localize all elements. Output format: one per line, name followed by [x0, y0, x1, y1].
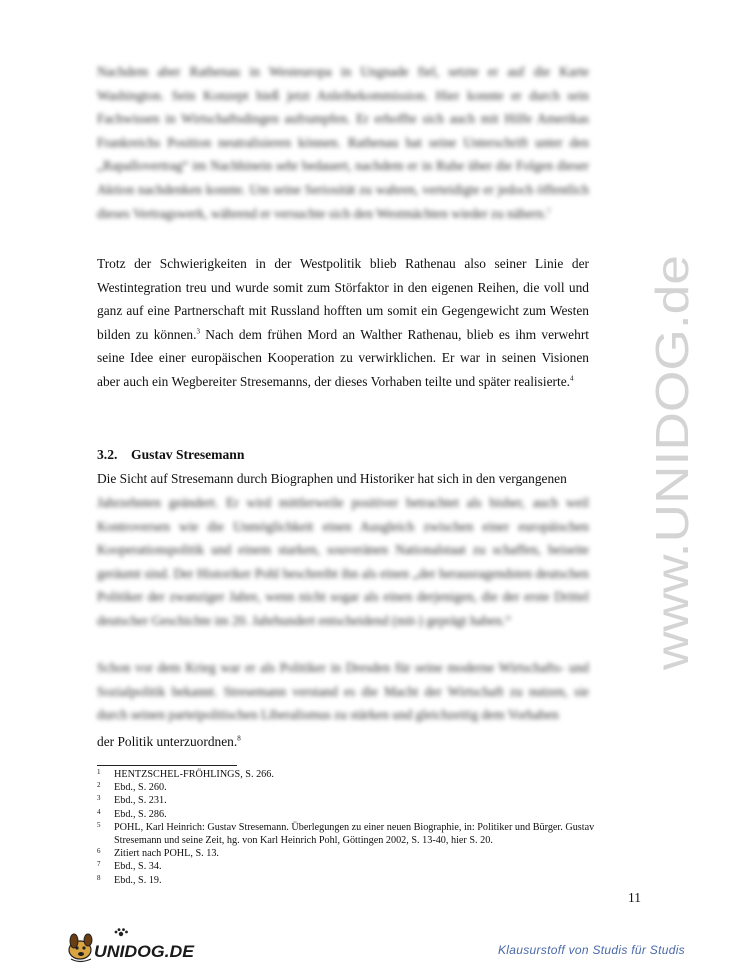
tagline: Klausurstoff von Studis für Studis: [498, 943, 685, 957]
paw-icon: [115, 928, 128, 936]
dog-icon: [69, 934, 92, 962]
paragraph-text-b: Nach dem frühen Mord an Walther Rathenau, blieb es ihm verwehrt seine Idee einer europäischen Kooperation zu verwirklichen. Er war in seinen Visionen aber auch ein Wegbereiter Stresemanns, der dieses Vorhaben teilte und später realisierte.: [97, 326, 589, 389]
footnote-item: [97, 768, 597, 781]
footnote-item: [97, 821, 597, 847]
footnote-list: [97, 768, 597, 887]
section-heading: [97, 447, 244, 463]
footnote-text: Zitiert nach POHL, S. 13.: [114, 848, 219, 860]
paragraph-text: Schon vor dem Krieg war er als Politiker in Dresden für seine moderne Wirtschafts- und Sozialpolitik bekannt. Stresemann verstand es die Macht der Wirtschaft zu nutzen, sie durch seinen parteipolitischen Liberalismus zu stärken und gleichzeitig dem Vorhaben: [97, 660, 589, 723]
footnote-number: 5: [97, 820, 101, 829]
paragraph-stresemann-first-line: [97, 467, 589, 491]
footnote-text: HENTZSCHEL-FRÖHLINGS, S. 266.: [114, 769, 274, 780]
unidog-logo: [66, 928, 198, 964]
footnote-ref: 3: [196, 327, 200, 336]
footnote-text: Ebd., S. 231.: [114, 795, 167, 807]
footnote-item: [97, 860, 597, 873]
logo-svg: [66, 928, 198, 964]
page-number: 11: [628, 890, 641, 905]
footnote-text: Ebd., S. 34.: [114, 861, 162, 873]
footnote-number: 4: [97, 807, 101, 816]
blurred-paragraph-1: [97, 60, 589, 225]
watermark-text: www.UNIDOG.de: [646, 312, 698, 670]
section-title: Gustav Stresemann: [131, 447, 245, 462]
footnote-number: 7: [97, 860, 101, 869]
footnote-number: 1: [97, 768, 101, 776]
footnote-ref: 4: [570, 374, 574, 383]
footnote-ref: 8: [237, 734, 241, 743]
paragraph-text: Jahrzehnten geändert. Er wird mittlerweile positiver betrachtet als bisher, auch weil Kontroversen wie die Unmöglichkeit einen Ausgleich zwischen einer europäischen Kooperationspolitik und einem starken, souveränen Nationalstaat zu schaffen, beiseite geräumt sind. Der Historiker Pohl beschreibt ihn als einen „der herausragendsten deutschen Politiker der zwanziger Jahre, wenn nicht sogar als einen derjenigen, die der erste Drittel deutscher Geschichte im 20. Jahrhundert entscheidend (mit-) geprägt haben.“: [97, 495, 589, 628]
footnote-text: Ebd., S. 19.: [114, 874, 162, 886]
watermark: [618, 250, 708, 670]
footnote-item: [97, 794, 597, 807]
watermark-svg: [618, 250, 708, 670]
footnote-number: 8: [97, 873, 101, 882]
paragraph-text-a: Trotz der Schwierigkeiten in der Westpolitik blieb Rathenau also seiner Linie der Westintegration treu und wurde somit zum Störfaktor in den eigenen Reihen, die voll und ganz auf eine Partnerschaft mit Russland hofften um somit ein Gegengewicht zum Westen bilden zu können.: [97, 256, 589, 342]
footnote-item: [97, 847, 597, 860]
footnote-number: 3: [97, 794, 101, 803]
paragraph-text: der Politik unterzuordnen.: [97, 734, 238, 749]
paragraph-last-line: [97, 730, 589, 754]
paragraph-text: Die Sicht auf Stresemann durch Biographen und Historiker hat sich in den vergangenen: [97, 471, 567, 486]
footnote-separator: [97, 765, 237, 766]
paragraph-text: Nachdem aber Rathenau in Westeuropa in Ungnade fiel, setzte er auf die Karte Washington. Sein Konzept hieß jetzt Anleihekommission. Hier konnte er durch sein Fachwissen in Wirtschaftsdingen aufrumpfen. Er erhoffte sich auch mit Hilfe Amerikas Frankreichs Position neutralisieren können. Rathenau hat seine Unterschrift unter den „Rapallovertrag“ im Nachhinein sehr bedauert, nachdem er in Ruhe über die Folgen dieser Aktion nachdenken konnte. Um seine Seriosität zu wahren, verteidigte er jedoch öffentlich dieses Vertragswerk, während er versuchte sich den Westmächten wieder zu nähern.: [97, 64, 589, 221]
logo-text: UNIDOG.DE: [94, 942, 195, 961]
footnote-item: [97, 781, 597, 794]
footnote-text: POHL, Karl Heinrich: Gustav Stresemann. Überlegungen zu einer neuen Biographie, in: Politiker und Bürger. Gustav Stresemann und seine Zeit, hg. von Karl Heinrich Pohl, Göttingen 2002, S. 13-40, hier S. 20.: [114, 821, 595, 847]
footnote-text: Ebd., S. 286.: [114, 808, 167, 820]
footnote-number: 2: [97, 781, 101, 790]
footnote-number: 6: [97, 847, 101, 856]
footnote-item: [97, 808, 597, 821]
footnote-ref: 2: [546, 206, 551, 215]
blurred-paragraph-3: [97, 491, 589, 633]
section-number: 3.2.: [97, 447, 118, 462]
blurred-paragraph-4: [97, 656, 589, 727]
footnote-text: Ebd., S. 260.: [114, 782, 167, 794]
paragraph-rathenau-conclusion: [97, 252, 589, 394]
footnote-item: [97, 874, 597, 887]
